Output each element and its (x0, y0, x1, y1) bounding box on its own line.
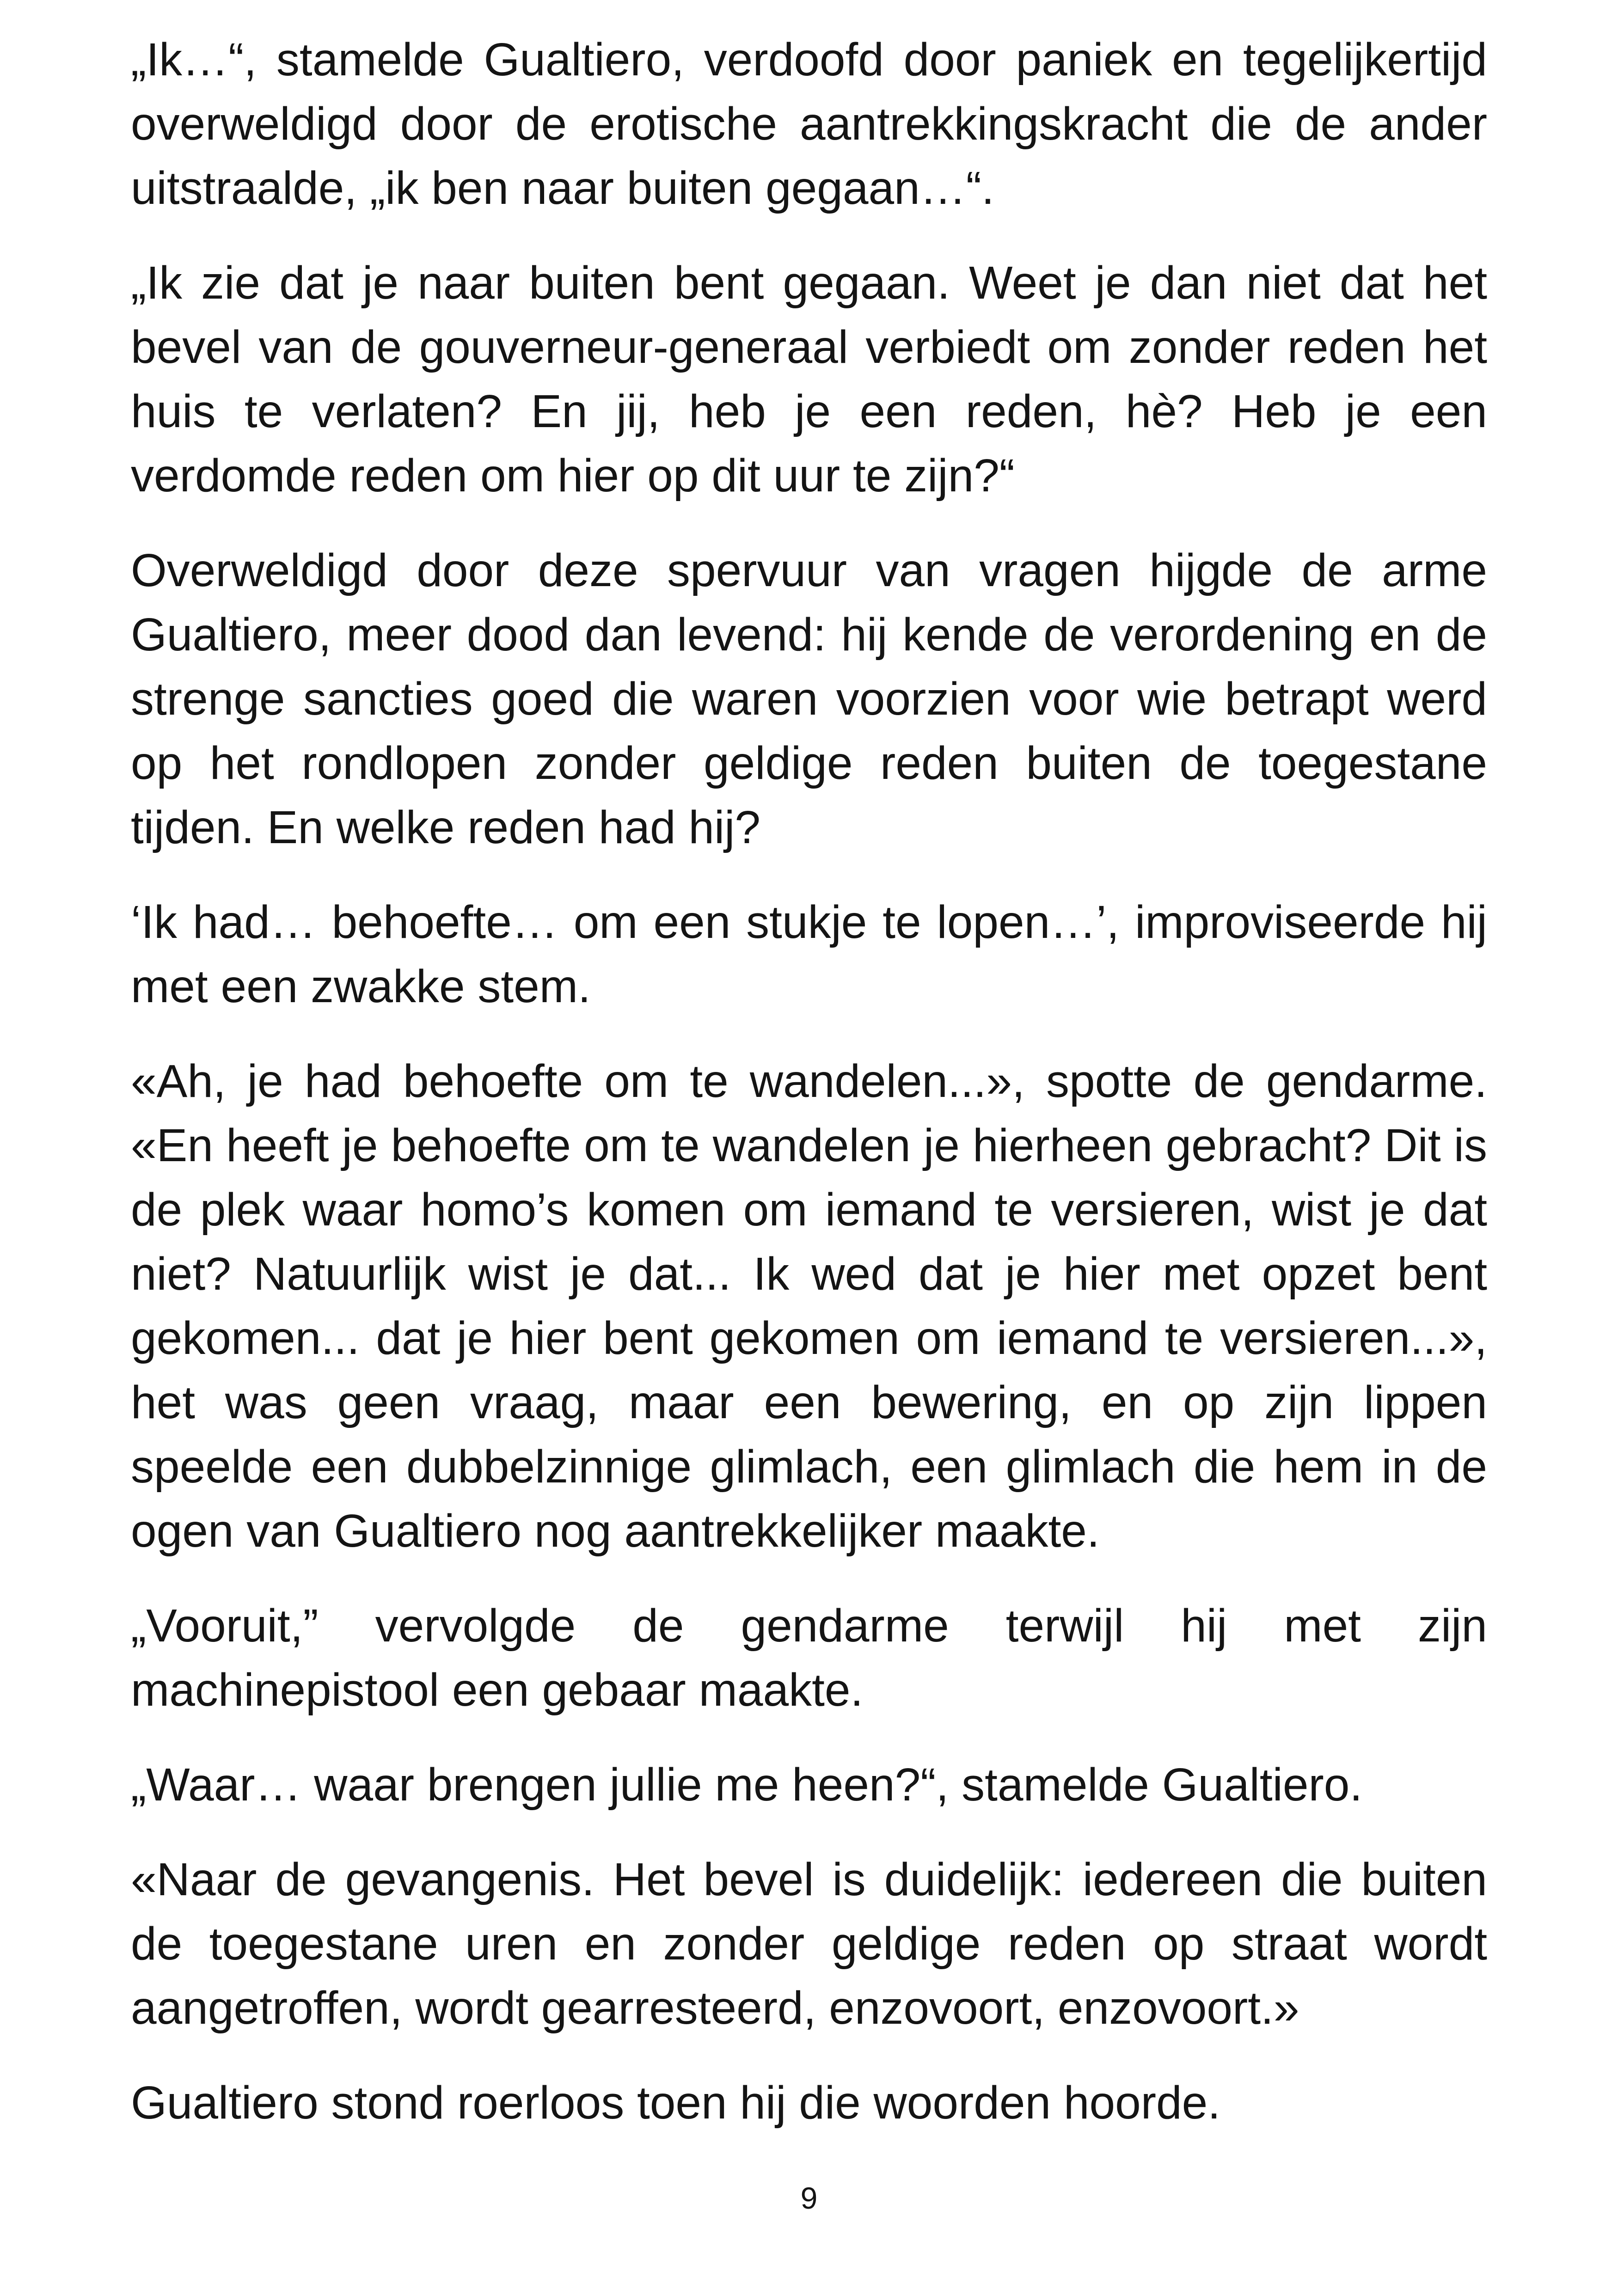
body-text (131, 28, 1487, 2135)
paragraph: „Waar… waar brengen jullie me heen?“, stamelde Gualtiero. (131, 1759, 1363, 1811)
paragraph: „Ik…“, stamelde Gualtiero, verdoofd door paniek en tegelijkertijd overweldigd door de erotische aantrekkingskracht die de ander uitstraalde, „ik ben naar buiten gegaan…“. (131, 34, 1487, 214)
paragraph: ‘Ik had… behoefte… om een stukje te lopen…’, improviseerde hij met een zwakke stem. (131, 896, 1487, 1012)
paragraph: Overweldigd door deze spervuur van vragen hijgde de arme Gualtiero, meer dood dan levend: hij kende de verordening en de strenge sancties goed die waren voorzien voor wie betrapt werd op het rondlopen zonder geldige reden buiten de toegestane tijden. En welke reden had hij? (131, 545, 1487, 853)
paragraph: «Naar de gevangenis. Het bevel is duidelijk: iedereen die buiten de toegestane uren en zonder geldige reden op straat wordt aangetroffen, wordt gearresteerd, enzovoort, enzovoort.» (131, 1854, 1487, 2034)
paragraph: „Ik zie dat je naar buiten bent gegaan. Weet je dan niet dat het bevel van de gouverneur-generaal verbiedt om zonder reden het huis te verlaten? En jij, heb je een reden, hè? Heb je een verdomde reden om hier op dit uur te zijn?“ (131, 257, 1487, 502)
paragraph: „Vooruit,” vervolgde de gendarme terwijl hij met zijn machinepistool een gebaar maakte. (131, 1600, 1487, 1716)
paragraph: Gualtiero stond roerloos toen hij die woorden hoorde. (131, 2077, 1221, 2129)
paragraph: «Ah, je had behoefte om te wandelen...», spotte de gendarme. «En heeft je behoefte om te wandelen je hierheen gebracht? Dit is de plek waar homo’s komen om iemand te versieren, wist je dat niet? Natuurlijk wist je dat... Ik wed dat je hier met opzet bent gekomen... dat je hier bent gekomen om iemand te versieren...», het was geen vraag, maar een bewering, en op zijn lippen speelde een dubbelzinnige glimlach, een glimlach die hem in de ogen van Gualtiero nog aantrekkelijker maakte. (131, 1055, 1487, 1557)
page-number: 9 (800, 2181, 818, 2215)
